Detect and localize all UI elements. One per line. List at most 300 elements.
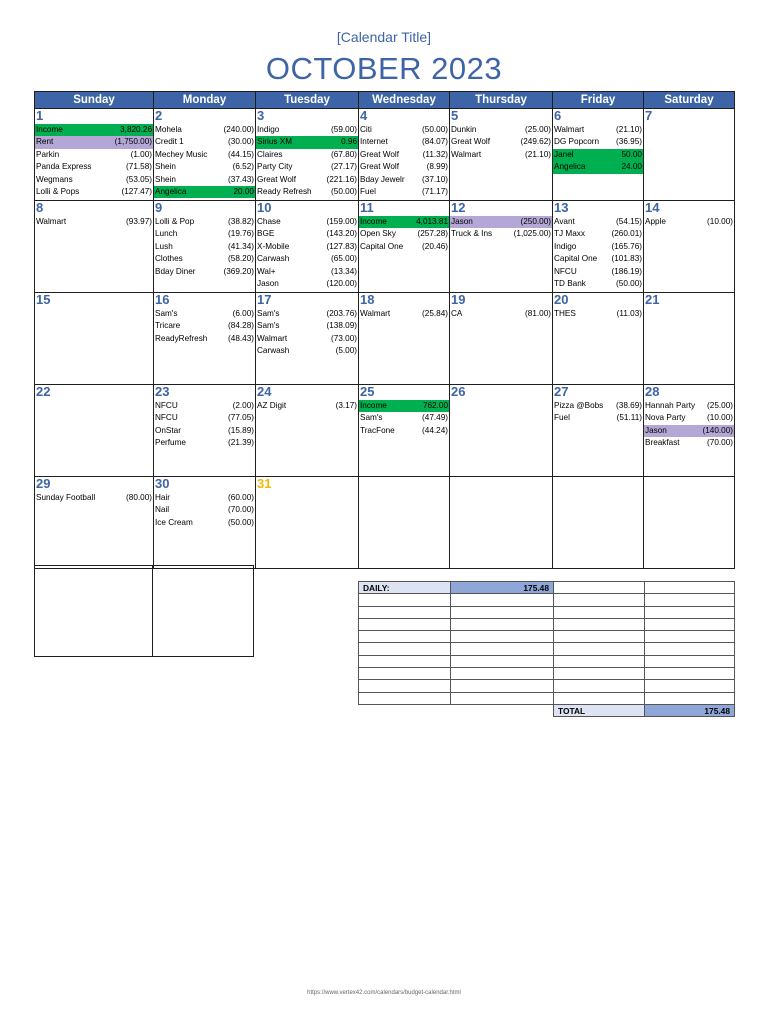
day-cell[interactable] — [450, 109, 553, 201]
week-row — [35, 201, 735, 293]
day-cell[interactable] — [256, 201, 359, 293]
day-cell[interactable] — [644, 109, 735, 201]
transaction-name: Citi — [360, 125, 372, 134]
transaction-amount: 20.00 — [233, 186, 254, 196]
budget-cell[interactable] — [554, 655, 645, 667]
transaction-entry[interactable] — [256, 216, 358, 228]
transaction-name: Fuel — [554, 413, 570, 423]
transaction-amount: (80.00) — [126, 493, 152, 502]
day-cell[interactable] — [256, 293, 359, 385]
transaction-amount: (36.95) — [616, 137, 642, 147]
transaction-entry[interactable] — [553, 136, 643, 148]
budget-cell[interactable] — [645, 606, 735, 618]
transaction-entry[interactable] — [359, 161, 449, 173]
transaction-amount: (27.17) — [331, 162, 357, 172]
transaction-entry[interactable] — [644, 400, 734, 412]
transaction-name: Party City — [257, 162, 293, 172]
budget-cell[interactable] — [554, 631, 645, 643]
transaction-entry[interactable] — [359, 228, 449, 240]
transaction-name: Capital One — [360, 241, 404, 251]
transaction-entry[interactable] — [359, 241, 449, 253]
day-number: 29 — [36, 476, 51, 491]
transaction-amount: (70.00) — [707, 438, 733, 448]
transaction-name: Carwash — [257, 254, 290, 264]
transaction-name: TD Bank — [554, 278, 586, 288]
transaction-entry[interactable] — [553, 161, 643, 173]
day-number: 14 — [645, 200, 660, 215]
budget-cell[interactable] — [359, 668, 451, 680]
transaction-entry[interactable] — [35, 216, 153, 228]
transaction-name: Carwash — [257, 346, 290, 356]
transaction-entry[interactable] — [154, 253, 255, 265]
transaction-name: Rent — [36, 137, 54, 147]
budget-cell[interactable] — [554, 606, 645, 618]
transaction-amount: (81.00) — [525, 309, 551, 318]
transaction-amount: (186.19) — [611, 266, 642, 276]
transaction-amount: (58.20) — [228, 254, 254, 264]
budget-summary — [358, 581, 735, 717]
transaction-name: Lolli & Pop — [155, 217, 195, 226]
transaction-amount: (53.05) — [126, 174, 152, 184]
transaction-entry[interactable] — [154, 320, 255, 332]
day-number: 13 — [554, 200, 569, 215]
transaction-amount: (120.00) — [326, 278, 357, 288]
day-cell[interactable] — [450, 201, 553, 293]
day-number: 4 — [360, 108, 368, 123]
transaction-amount: (47.49) — [422, 413, 448, 423]
transaction-name: Lush — [155, 241, 173, 251]
transaction-name: Wegmans — [36, 174, 73, 184]
transaction-entry[interactable] — [154, 124, 255, 136]
transaction-entry[interactable] — [256, 186, 358, 198]
budget-cell[interactable] — [451, 680, 554, 692]
transaction-entry[interactable] — [256, 149, 358, 161]
budget-cell[interactable] — [554, 582, 645, 594]
transaction-name: Bday Jewelr — [360, 174, 405, 184]
weekday-header: Sunday — [35, 92, 154, 109]
transaction-entry[interactable] — [359, 308, 449, 320]
budget-cell[interactable] — [645, 655, 735, 667]
day-cell[interactable] — [154, 477, 256, 569]
transaction-entry[interactable] — [450, 136, 552, 148]
transaction-amount: (1,750.00) — [114, 137, 152, 147]
transaction-entry[interactable] — [256, 266, 358, 278]
day-number — [553, 477, 643, 492]
day-cell[interactable] — [359, 385, 450, 477]
budget-cell[interactable] — [451, 594, 554, 606]
budget-row — [359, 655, 735, 667]
budget-cell[interactable] — [359, 606, 451, 618]
transaction-entry[interactable] — [154, 161, 255, 173]
day-number: 19 — [451, 292, 466, 307]
budget-cell[interactable] — [645, 618, 735, 630]
transaction-name: Jason — [451, 217, 473, 226]
transaction-amount: (25.00) — [707, 401, 733, 410]
transaction-amount: (73.00) — [331, 333, 357, 343]
transaction-entry[interactable] — [553, 241, 643, 253]
day-number: 21 — [645, 292, 660, 307]
day-number — [450, 477, 552, 492]
day-cell[interactable] — [256, 385, 359, 477]
day-cell[interactable] — [553, 385, 644, 477]
budget-cell[interactable] — [645, 631, 735, 643]
transaction-entry[interactable] — [154, 492, 255, 504]
day-number: 3 — [257, 108, 265, 123]
budget-cell[interactable] — [645, 594, 735, 606]
day-cell[interactable] — [450, 477, 553, 569]
transaction-entry[interactable] — [154, 216, 255, 228]
transaction-name: AZ Digit — [257, 401, 287, 410]
transaction-amount: (50.00) — [616, 278, 642, 288]
budget-cell[interactable] — [554, 643, 645, 655]
transaction-name: Chase — [257, 217, 281, 226]
transaction-entry[interactable] — [450, 228, 552, 240]
budget-cell[interactable] — [451, 668, 554, 680]
budget-cell[interactable] — [554, 618, 645, 630]
daily-label: DAILY: — [359, 582, 451, 594]
transaction-amount: (71.17) — [422, 186, 448, 196]
budget-cell[interactable] — [451, 655, 554, 667]
transaction-entry[interactable] — [256, 345, 358, 357]
transaction-name: Great Wolf — [451, 137, 490, 147]
transaction-entry[interactable] — [256, 161, 358, 173]
transaction-entry[interactable] — [35, 161, 153, 173]
transaction-amount: (21.10) — [616, 125, 642, 134]
total-value: 175.48 — [645, 704, 735, 716]
budget-cell[interactable] — [451, 631, 554, 643]
budget-cell[interactable] — [645, 582, 735, 594]
transaction-entry[interactable] — [256, 228, 358, 240]
transaction-entry[interactable] — [450, 216, 552, 228]
transaction-entry[interactable] — [35, 174, 153, 186]
transaction-entry[interactable] — [359, 412, 449, 424]
day-number: 27 — [554, 384, 569, 399]
transaction-entry[interactable] — [450, 308, 552, 320]
transaction-amount: (65.00) — [331, 254, 357, 264]
transaction-entry[interactable] — [553, 278, 643, 290]
transaction-name: Lunch — [155, 229, 178, 239]
transaction-entry[interactable] — [35, 149, 153, 161]
transaction-entry[interactable] — [256, 174, 358, 186]
budget-cell[interactable] — [645, 692, 735, 704]
transaction-entry[interactable] — [256, 308, 358, 320]
day-cell[interactable] — [359, 201, 450, 293]
transaction-amount: (54.15) — [616, 217, 642, 226]
transaction-amount: (6.00) — [232, 309, 254, 318]
transaction-entry[interactable] — [359, 400, 449, 412]
budget-row — [359, 606, 735, 618]
transaction-amount: (165.76) — [611, 241, 642, 251]
transaction-name: Walmart — [36, 217, 67, 226]
transaction-amount: (3.17) — [335, 401, 357, 410]
transaction-amount: (11.32) — [422, 149, 448, 159]
transaction-entry[interactable] — [35, 136, 153, 148]
budget-cell[interactable] — [359, 643, 451, 655]
transaction-entry[interactable] — [553, 308, 643, 320]
transaction-amount: (140.00) — [702, 425, 733, 435]
transaction-entry[interactable] — [359, 124, 449, 136]
transaction-amount: (203.76) — [326, 309, 357, 318]
transaction-name: Janel — [554, 149, 574, 159]
transaction-amount: (250.00) — [520, 217, 551, 226]
transaction-entry[interactable] — [154, 437, 255, 449]
transaction-entry[interactable] — [450, 149, 552, 161]
transaction-amount: (50.00) — [228, 517, 254, 527]
transaction-amount: (84.28) — [228, 321, 254, 331]
weekday-header: Friday — [553, 92, 644, 109]
transaction-name: Nova Party — [645, 413, 686, 423]
transaction-entry[interactable] — [256, 400, 358, 412]
transaction-entry[interactable] — [256, 124, 358, 136]
transaction-entry[interactable] — [644, 216, 734, 228]
transaction-entry[interactable] — [553, 253, 643, 265]
transaction-name: Capital One — [554, 254, 598, 264]
transaction-amount: (6.52) — [232, 162, 254, 172]
transaction-entry[interactable] — [553, 124, 643, 136]
budget-cell[interactable] — [451, 692, 554, 704]
transaction-amount: (71.58) — [126, 162, 152, 172]
transaction-entry[interactable] — [359, 174, 449, 186]
day-cell[interactable] — [553, 293, 644, 385]
transaction-entry[interactable] — [154, 136, 255, 148]
transaction-entry[interactable] — [359, 186, 449, 198]
day-cell[interactable] — [35, 293, 154, 385]
notes-cell[interactable] — [153, 566, 254, 657]
transaction-entry[interactable] — [154, 504, 255, 516]
transaction-entry[interactable] — [154, 241, 255, 253]
transaction-entry[interactable] — [256, 136, 358, 148]
transaction-name: Walmart — [257, 333, 288, 343]
day-cell[interactable] — [256, 109, 359, 201]
transaction-name: Sam's — [360, 413, 383, 423]
transaction-name: Income — [360, 217, 387, 226]
transaction-amount: (60.00) — [228, 493, 254, 502]
transaction-entry[interactable] — [553, 412, 643, 424]
notes-grid — [34, 565, 254, 657]
transaction-name: Sam's — [155, 309, 178, 318]
transaction-amount: (11.03) — [616, 309, 642, 318]
transaction-entry[interactable] — [256, 241, 358, 253]
day-cell[interactable] — [644, 477, 735, 569]
day-cell[interactable] — [644, 201, 735, 293]
transaction-entry[interactable] — [154, 425, 255, 437]
day-number: 9 — [155, 200, 163, 215]
transaction-name: Lolli & Pops — [36, 186, 80, 196]
day-cell[interactable] — [450, 385, 553, 477]
transaction-name: CA — [451, 309, 463, 318]
day-cell[interactable] — [359, 477, 450, 569]
transaction-amount: (20.46) — [422, 241, 448, 251]
transaction-amount: (5.00) — [335, 346, 357, 356]
day-number: 31 — [257, 476, 272, 491]
day-cell[interactable] — [256, 477, 359, 569]
transaction-name: THES — [554, 309, 576, 318]
budget-cell[interactable] — [359, 680, 451, 692]
budget-row — [359, 680, 735, 692]
budget-cell[interactable] — [554, 594, 645, 606]
transaction-entry[interactable] — [154, 308, 255, 320]
transaction-entry[interactable] — [154, 186, 255, 198]
transaction-entry[interactable] — [644, 425, 734, 437]
transaction-entry[interactable] — [154, 174, 255, 186]
budget-cell[interactable] — [359, 618, 451, 630]
transaction-amount: (369.20) — [223, 266, 254, 276]
transaction-entry[interactable] — [359, 136, 449, 148]
transaction-name: Parkin — [36, 149, 60, 159]
budget-cell[interactable] — [451, 643, 554, 655]
day-number: 5 — [451, 108, 459, 123]
transaction-entry[interactable] — [644, 412, 734, 424]
day-cell[interactable] — [553, 477, 644, 569]
transaction-name: Breakfast — [645, 438, 680, 448]
day-number: 7 — [645, 108, 653, 123]
weekday-header: Saturday — [644, 92, 735, 109]
day-cell[interactable] — [450, 293, 553, 385]
calendar-subtitle: [Calendar Title] — [336, 29, 432, 45]
weekday-header-row — [35, 92, 735, 109]
transaction-name: Tricare — [155, 321, 181, 331]
budget-cell[interactable] — [645, 680, 735, 692]
transaction-name: Angelica — [554, 162, 586, 172]
budget-row — [359, 643, 735, 655]
transaction-amount: (84.07) — [422, 137, 448, 147]
transaction-name: Avant — [554, 217, 575, 226]
transaction-entry[interactable] — [553, 216, 643, 228]
day-cell[interactable] — [35, 385, 154, 477]
budget-cell[interactable] — [359, 631, 451, 643]
transaction-name: Walmart — [360, 309, 391, 318]
transaction-amount: (19.76) — [228, 229, 254, 239]
budget-cell[interactable] — [359, 655, 451, 667]
transaction-entry[interactable] — [154, 517, 255, 529]
transaction-name: Fuel — [360, 186, 376, 196]
week-row — [35, 109, 735, 201]
day-cell[interactable] — [553, 201, 644, 293]
transaction-entry[interactable] — [553, 228, 643, 240]
transaction-entry[interactable] — [154, 333, 255, 345]
transaction-entry[interactable] — [154, 412, 255, 424]
day-cell[interactable] — [359, 293, 450, 385]
transaction-amount: (138.09) — [326, 321, 357, 331]
transaction-entry[interactable] — [359, 216, 449, 228]
day-cell[interactable] — [35, 477, 154, 569]
transaction-name: ReadyRefresh — [155, 333, 208, 343]
day-cell[interactable] — [35, 109, 154, 201]
transaction-name: Pizza @Bobs — [554, 401, 604, 410]
day-cell[interactable] — [644, 385, 735, 477]
footer-url[interactable]: https://www.vertex42.com/calendars/budget-calendar.html — [307, 990, 461, 996]
transaction-name: BGE — [257, 229, 275, 239]
daily-row — [359, 582, 735, 594]
budget-cell[interactable] — [359, 692, 451, 704]
transaction-name: DG Popcorn — [554, 137, 600, 147]
transaction-entry[interactable] — [553, 400, 643, 412]
budget-cell[interactable] — [451, 606, 554, 618]
transaction-entry[interactable] — [256, 253, 358, 265]
transaction-amount: (70.00) — [228, 505, 254, 515]
budget-cell[interactable] — [359, 594, 451, 606]
transaction-amount: (21.10) — [525, 149, 551, 159]
transaction-amount: (8.99) — [426, 162, 448, 172]
day-cell[interactable] — [644, 293, 735, 385]
transaction-name: Indigo — [554, 241, 577, 251]
transaction-name: TracFone — [360, 425, 395, 435]
weekday-header: Monday — [154, 92, 256, 109]
transaction-amount: (127.47) — [121, 186, 152, 196]
transaction-entry[interactable] — [553, 266, 643, 278]
transaction-name: Indigo — [257, 125, 280, 134]
day-cell[interactable] — [154, 109, 256, 201]
transaction-name: Sam's — [257, 321, 280, 331]
transaction-entry[interactable] — [256, 278, 358, 290]
day-cell[interactable] — [154, 385, 256, 477]
transaction-entry[interactable] — [154, 228, 255, 240]
day-number: 1 — [36, 108, 44, 123]
day-cell[interactable] — [553, 109, 644, 201]
transaction-amount: (221.16) — [326, 174, 357, 184]
transaction-entry[interactable] — [256, 333, 358, 345]
day-number: 15 — [36, 292, 51, 307]
budget-cell[interactable] — [645, 668, 735, 680]
transaction-name: Ready Refresh — [257, 186, 312, 196]
transaction-entry[interactable] — [154, 266, 255, 278]
day-cell[interactable] — [154, 293, 256, 385]
transaction-amount: 0.96 — [341, 137, 357, 147]
day-cell[interactable] — [154, 201, 256, 293]
transaction-entry[interactable] — [154, 400, 255, 412]
transaction-entry[interactable] — [256, 320, 358, 332]
budget-row — [359, 594, 735, 606]
transaction-name: Income — [360, 401, 387, 410]
day-cell[interactable] — [359, 109, 450, 201]
transaction-amount: (93.97) — [126, 217, 152, 226]
transaction-name: Great Wolf — [257, 174, 296, 184]
day-number: 6 — [554, 108, 562, 123]
transaction-name: Jason — [257, 278, 279, 288]
transaction-entry[interactable] — [35, 124, 153, 136]
transaction-name: Jason — [645, 425, 667, 435]
budget-cell[interactable] — [554, 692, 645, 704]
day-number — [644, 477, 734, 492]
transaction-amount: (77.05) — [228, 413, 254, 423]
transaction-amount: (67.80) — [331, 149, 357, 159]
budget-cell[interactable] — [554, 668, 645, 680]
day-number: 30 — [155, 476, 170, 491]
transaction-entry[interactable] — [154, 149, 255, 161]
transaction-name: Income — [36, 125, 63, 134]
transaction-entry[interactable] — [35, 186, 153, 198]
transaction-name: Walmart — [451, 149, 482, 159]
transaction-amount: (50.00) — [422, 125, 448, 134]
transaction-entry[interactable] — [359, 425, 449, 437]
day-cell[interactable] — [35, 201, 154, 293]
budget-cell[interactable] — [451, 618, 554, 630]
transaction-name: Wal+ — [257, 266, 276, 276]
transaction-entry[interactable] — [553, 149, 643, 161]
transaction-amount: 762.00 — [422, 401, 448, 410]
transaction-amount: (48.43) — [228, 333, 254, 343]
transaction-entry[interactable] — [359, 149, 449, 161]
transaction-name: NFCU — [155, 413, 178, 423]
transaction-name: Mechey Music — [155, 149, 208, 159]
transaction-amount: (59.00) — [331, 125, 357, 134]
transaction-entry[interactable] — [35, 492, 153, 504]
budget-cell[interactable] — [645, 643, 735, 655]
budget-cell[interactable] — [554, 680, 645, 692]
transaction-entry[interactable] — [644, 437, 734, 449]
notes-cell[interactable] — [35, 566, 153, 657]
transaction-entry[interactable] — [450, 124, 552, 136]
